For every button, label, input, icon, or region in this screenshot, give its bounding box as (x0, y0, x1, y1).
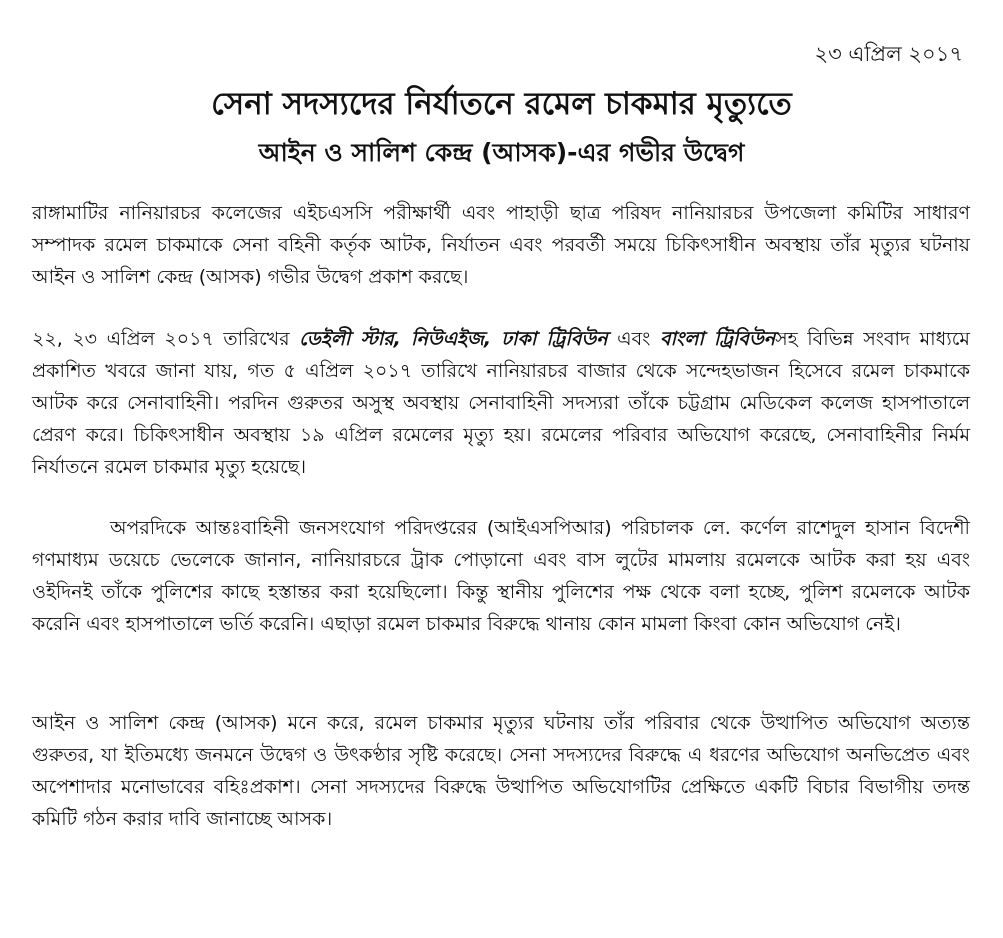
paragraph-news-text-2: এবং (607, 328, 660, 350)
press-release-date: ২৩ এপ্রিল ২০১৭ (814, 42, 963, 66)
paragraph-ask-demand: আইন ও সালিশ কেন্দ্র (আসক) মনে করে, রমেল চাকমার মৃত্যুর ঘটনায় তাঁর পরিবার থেকে উত্থাপিত অভিযোগ অত্যন্ত গুরুতর, যা ইতিমধ্যে জনমনে উদ্বেগ ও উৎকণ্ঠার সৃষ্টি করেছে। সেনা সদস্যদের বিরুদ্ধে এ ধরণের অভিযোগ অনভিপ্রেত এবং অপেশাদার মনোভাবের বহিঃপ্রকাশ। সেনা সদস্যদের বিরুদ্ধে উত্থাপিত অভিযোগটির প্রেক্ষিতে একটি বিচার বিভাগীয় তদন্ত কমিটি গঠন করার দাবি জানাচ্ছে আসক। (32, 712, 970, 830)
page-title: সেনা সদস্যদের নির্যাতনে রমেল চাকমার মৃত্যুতে (211, 86, 792, 122)
newspaper-bangla-tribune: বাংলা ট্রিবিউন (659, 328, 776, 350)
page-subtitle: আইন ও সালিশ কেন্দ্র (আসক)-এর গভীর উদ্বেগ (258, 138, 745, 167)
paragraph-news-reports (32, 323, 970, 483)
paragraph-intro: রাঙ্গামাটির নানিয়ারচর কলেজের এইচএসসি পরীক্ষার্থী এবং পাহাড়ী ছাত্র পরিষদ নানিয়ারচর উপজেলা কমিটির সাধারণ সম্পাদক রমেল চাকমাকে সেনা বহিনী কর্তৃক আটক, নির্যাতন এবং পরবর্তী সময়ে চিকিৎসাধীন অবস্থায় তাঁর মৃত্যুর ঘটনায় আইন ও সালিশ কেন্দ্র (আসক) গভীর উদ্বেগ প্রকাশ করছে। (32, 202, 970, 288)
paragraph-ispr-statement: অপরদিকে আন্তঃবাহিনী জনসংযোগ পরিদপ্তরের (আইএসপিআর) পরিচালক লে. কর্ণেল রাশেদুল হাসান বিদেশী গণমাধ্যম ডয়েচে ভেলেকে জানান, নানিয়ারচরে ট্রাক পোড়ানো এবং বাস লুটের মামলায় রমেলকে আটক করা হয় এবং ওইদিনই তাঁকে পুলিশের কাছে হস্তান্তর করা হয়েছিলো। কিন্তু স্থানীয় পুলিশের পক্ষ থেকে বলা হচ্ছে, পুলিশ রমেলকে আটক করেনি এবং হাসপাতালে ভর্তি করেনি। এছাড়া রমেল চাকমার বিরুদ্ধে থানায় কোন মামলা কিংবা কোন অভিযোগ নেই। (32, 517, 970, 635)
paragraph-news-text-1: ২২, ২৩ এপ্রিল ২০১৭ তারিখের (32, 328, 300, 350)
newspaper-names: ডেইলী স্টার, নিউএইজ, ঢাকা ট্রিবিউন (299, 328, 608, 350)
paragraph-news-text-3: সহ বিভিন্ন সংবাদ মাধ্যমে প্রকাশিত খবরে জানা যায়, গত ৫ এপ্রিল ২০১৭ তারিখে নানিয়ারচর বাজার থেকে সন্দেহভাজন হিসেবে রমেল চাকমাকে আটক করে সেনাবাহিনী। পরদিন গুরুতর অসুস্থ অবস্থায় সেনাবাহিনী সদস্যরা তাঁকে চট্টগ্রাম মেডিকেল কলেজ হাসপাতালে প্রেরণ করে। চিকিৎসাধীন অবস্থায় ১৯ এপ্রিল রমেলের মৃত্যু হয়। রমেলের পরিবার অভিযোগ করেছে, সেনাবাহিনীর নির্মম নির্যাতনে রমেল চাকমার মৃত্যু হয়েছে। (32, 328, 970, 478)
